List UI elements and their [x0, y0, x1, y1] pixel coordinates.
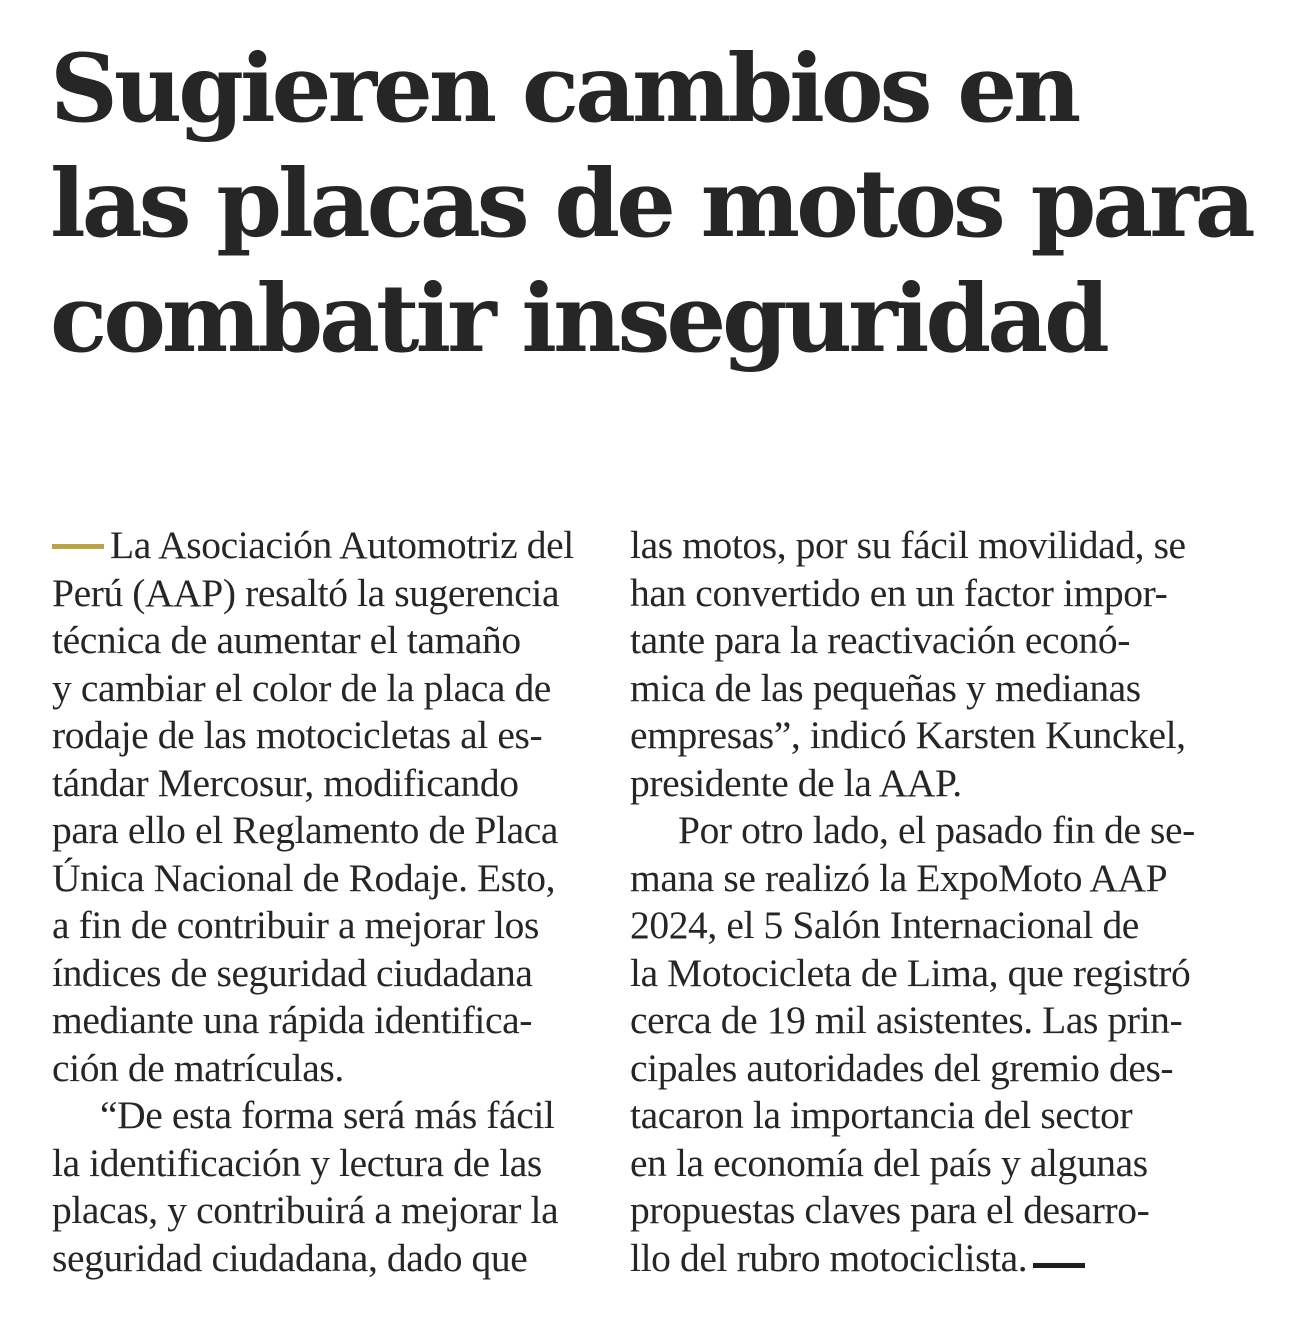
body-line: propuestas claves para el desarro-: [630, 1188, 1150, 1232]
body-line: índices de seguridad ciudadana: [52, 950, 533, 995]
body-line: Perú (AAP) resaltó la sugerencia: [52, 570, 560, 615]
body-line: empresas”, indicó Karsten Kunckel,: [630, 713, 1186, 757]
body-line: mediante una rápida identifica-: [52, 998, 533, 1042]
body-line: Única Nacional de Rodaje. Esto,: [52, 855, 556, 900]
body-line: [52, 522, 592, 570]
body-line: ción de matrículas.: [52, 1045, 344, 1090]
body-line: [630, 1235, 1210, 1283]
body-line: cipales autoridades del gremio des-: [630, 1045, 1174, 1090]
body-line: para ello el Reglamento de Placa: [52, 808, 558, 852]
body-line: a fin de contribuir a mejorar los: [52, 903, 539, 947]
article-start-marker: [52, 544, 104, 549]
headline-line: Sugieren cambios en: [50, 34, 1078, 144]
body-line: han convertido en un factor impor-: [630, 570, 1168, 615]
body-line: cerca de 19 mil asistentes. Las prin-: [630, 998, 1183, 1042]
body-line: rodaje de las motocicletas al es-: [52, 713, 543, 757]
body-line: tacaron la importancia del sector: [630, 1093, 1133, 1137]
body-line: presidente de la AAP.: [630, 760, 962, 805]
body-line-text: llo del rubro motociclista.: [630, 1235, 1028, 1280]
body-line: tante para la reactivación econó-: [630, 618, 1130, 662]
body-line-text: La Asociación Automotriz del: [110, 523, 574, 567]
body-line: las motos, por su fácil movilidad, se: [630, 523, 1186, 567]
body-line: tándar Mercosur, modificando: [52, 760, 519, 805]
body-line: “De esta forma será más fácil: [100, 1093, 555, 1137]
body-line: mana se realizó la ExpoMoto AAP: [630, 855, 1168, 900]
body-line: placas, y contribuirá a mejorar la: [52, 1188, 559, 1232]
body-line: la Motocicleta de Lima, que registró: [630, 950, 1191, 995]
body-line: Por otro lado, el pasado fin de se-: [678, 808, 1195, 852]
body-line: la identificación y lectura de las: [52, 1140, 542, 1185]
headline-line: las placas de motos para: [50, 149, 1252, 259]
headline: [50, 32, 1250, 377]
headline-line: combatir inseguridad: [50, 264, 1106, 374]
body-line: seguridad ciudadana, dado que: [52, 1235, 528, 1280]
body-line: técnica de aumentar el tamaño: [52, 618, 521, 662]
body-line: y cambiar el color de la placa de: [52, 665, 551, 710]
body-line: en la economía del país y algunas: [630, 1140, 1148, 1185]
body-column-right: [630, 522, 1210, 1282]
body-line: 2024, el 5 Salón Internacional de: [630, 903, 1139, 947]
article-end-marker: [1033, 1263, 1085, 1268]
body-line: mica de las pequeñas y medianas: [630, 665, 1141, 710]
body-column-left: [52, 522, 592, 1282]
